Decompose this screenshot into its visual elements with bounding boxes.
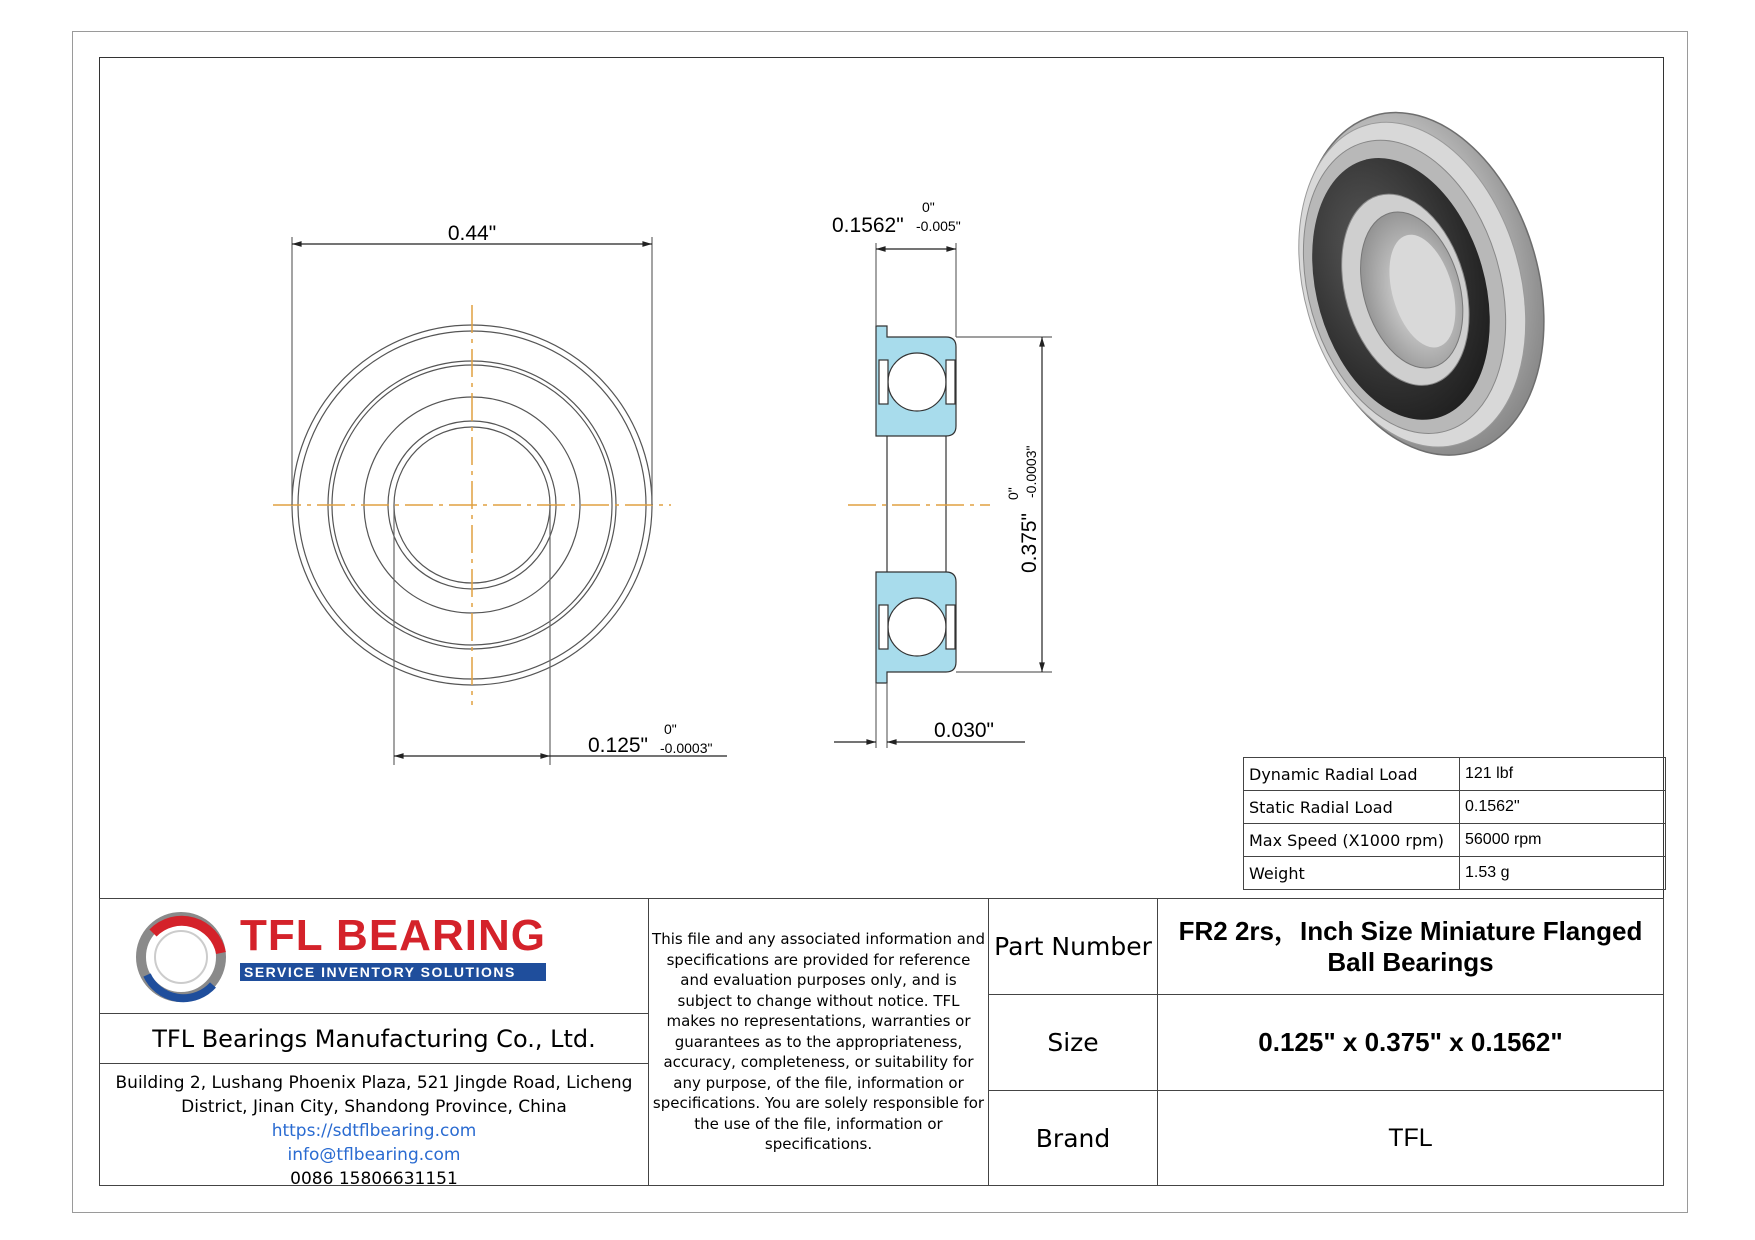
spec-value: 121 lbf xyxy=(1460,758,1666,791)
bore-tol-lower: -0.0003" xyxy=(660,740,713,756)
flange-dimension: 0.030" xyxy=(934,719,995,742)
bore-dimension: 0.125" xyxy=(588,734,649,757)
brand-value: TFL xyxy=(1157,1090,1664,1186)
disclaimer-cell xyxy=(648,898,989,1186)
part-number-cell xyxy=(1157,898,1664,995)
size-label: Size xyxy=(988,994,1158,1091)
logo-wordmark xyxy=(240,911,546,981)
address-line: Building 2, Lushang Phoenix Plaza, 521 Jingde Road, Licheng xyxy=(115,1073,633,1093)
width-tol-lower: -0.005" xyxy=(916,218,961,234)
od-side-dimension: 0.375" xyxy=(1018,512,1041,573)
part-number-title: FR2 2rs，Inch Size Miniature Flanged xyxy=(1178,915,1643,946)
website-link[interactable]: https://sdtflbearing.com xyxy=(271,1121,477,1141)
spec-label: Static Radial Load xyxy=(1244,791,1460,824)
bearing-render xyxy=(1261,84,1582,485)
front-view xyxy=(273,237,727,765)
company-contact xyxy=(99,1063,649,1189)
brand-label: Brand xyxy=(988,1090,1158,1186)
spec-value: 56000 rpm xyxy=(1460,824,1666,857)
disclaimer-text: This file and any associated information and specifications are provided for reference and evaluation purposes only, and is subject to change without notice. TFL makes no representations, warranties or guarantees as to the appropriateness, accuracy, completeness, or suitability for any purpose, of the file, information or specifications. You are solely responsible for the use of the file, information or specifications. xyxy=(652,930,985,1154)
spec-label: Max Speed (X1000 rpm) xyxy=(1244,824,1460,857)
od-tol-lower: -0.0003" xyxy=(1023,445,1039,498)
part-number-label: Part Number xyxy=(988,898,1158,995)
od-dimension: 0.44" xyxy=(447,222,497,245)
spec-label: Weight xyxy=(1244,857,1460,890)
logo-ring-icon xyxy=(133,909,229,1005)
width-dimension: 0.1562" xyxy=(832,214,904,237)
logo-cell xyxy=(99,898,649,1014)
table-row xyxy=(1244,758,1666,791)
table-row xyxy=(1244,791,1666,824)
table-row xyxy=(1244,857,1666,890)
part-number-subtitle: Ball Bearings xyxy=(1327,946,1494,977)
logo-name: TFL BEARING xyxy=(240,911,546,960)
size-value: 0.125" x 0.375" x 0.1562" xyxy=(1157,994,1664,1091)
width-tol-upper: 0" xyxy=(922,199,935,215)
spec-value: 1.53 g xyxy=(1460,857,1666,890)
spec-label: Dynamic Radial Load xyxy=(1244,758,1460,791)
od-tol-upper: 0" xyxy=(1005,487,1021,500)
phone-number: 0086 15806631151 xyxy=(290,1169,458,1189)
spec-table xyxy=(1243,757,1666,890)
spec-value: 0.1562" xyxy=(1460,791,1666,824)
email-link[interactable]: info@tflbearing.com xyxy=(287,1145,461,1165)
address-line: District, Jinan City, Shandong Province, China xyxy=(181,1097,567,1117)
bore-tol-upper: 0" xyxy=(664,721,677,737)
company-name: TFL Bearings Manufacturing Co., Ltd. xyxy=(99,1013,649,1064)
table-row xyxy=(1244,824,1666,857)
logo-tagline: SERVICE INVENTORY SOLUTIONS xyxy=(240,963,546,981)
